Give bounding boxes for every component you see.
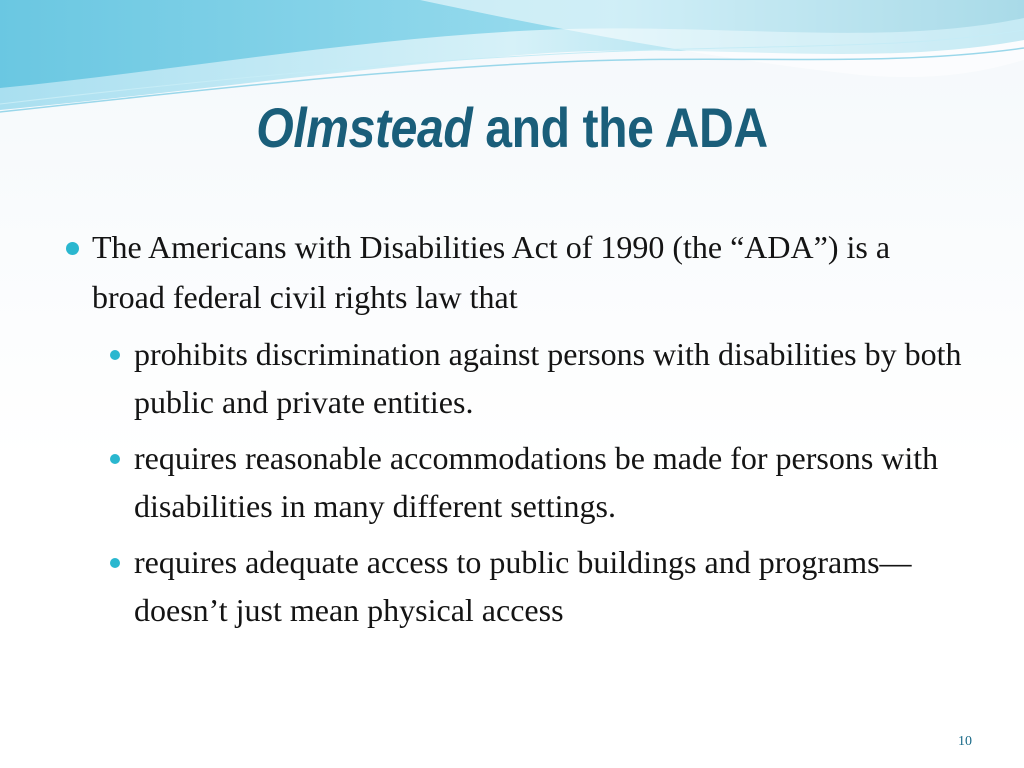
title-italic-part: Olmstead <box>256 96 473 159</box>
sub-bullet-text: requires adequate access to public buildings and programs—doesn’t just mean physical access <box>134 544 912 628</box>
slide-title <box>72 96 953 160</box>
sub-bullet-text: requires reasonable accommodations be made for persons with disabilities in many different settings. <box>134 440 939 524</box>
sub-bullet-dot-icon <box>110 454 120 464</box>
sub-bullet-item <box>106 330 966 426</box>
sub-bullet-text: prohibits discrimination against persons with disabilities by both public and private entities. <box>134 336 962 420</box>
sub-bullet-item <box>106 434 966 530</box>
sub-bullet-dot-icon <box>110 350 120 360</box>
title-rest-part: and the ADA <box>472 96 768 159</box>
bullet-dot-icon <box>66 242 79 255</box>
slide-number: 10 <box>958 734 972 749</box>
bullet-text: The Americans with Disabilities Act of 1990 (the “ADA”) is a broad federal civil rights law that <box>92 229 891 315</box>
sub-bullet-dot-icon <box>110 558 120 568</box>
bullet-item <box>66 222 966 322</box>
sub-bullet-item <box>106 538 966 634</box>
slide-body <box>66 222 966 634</box>
